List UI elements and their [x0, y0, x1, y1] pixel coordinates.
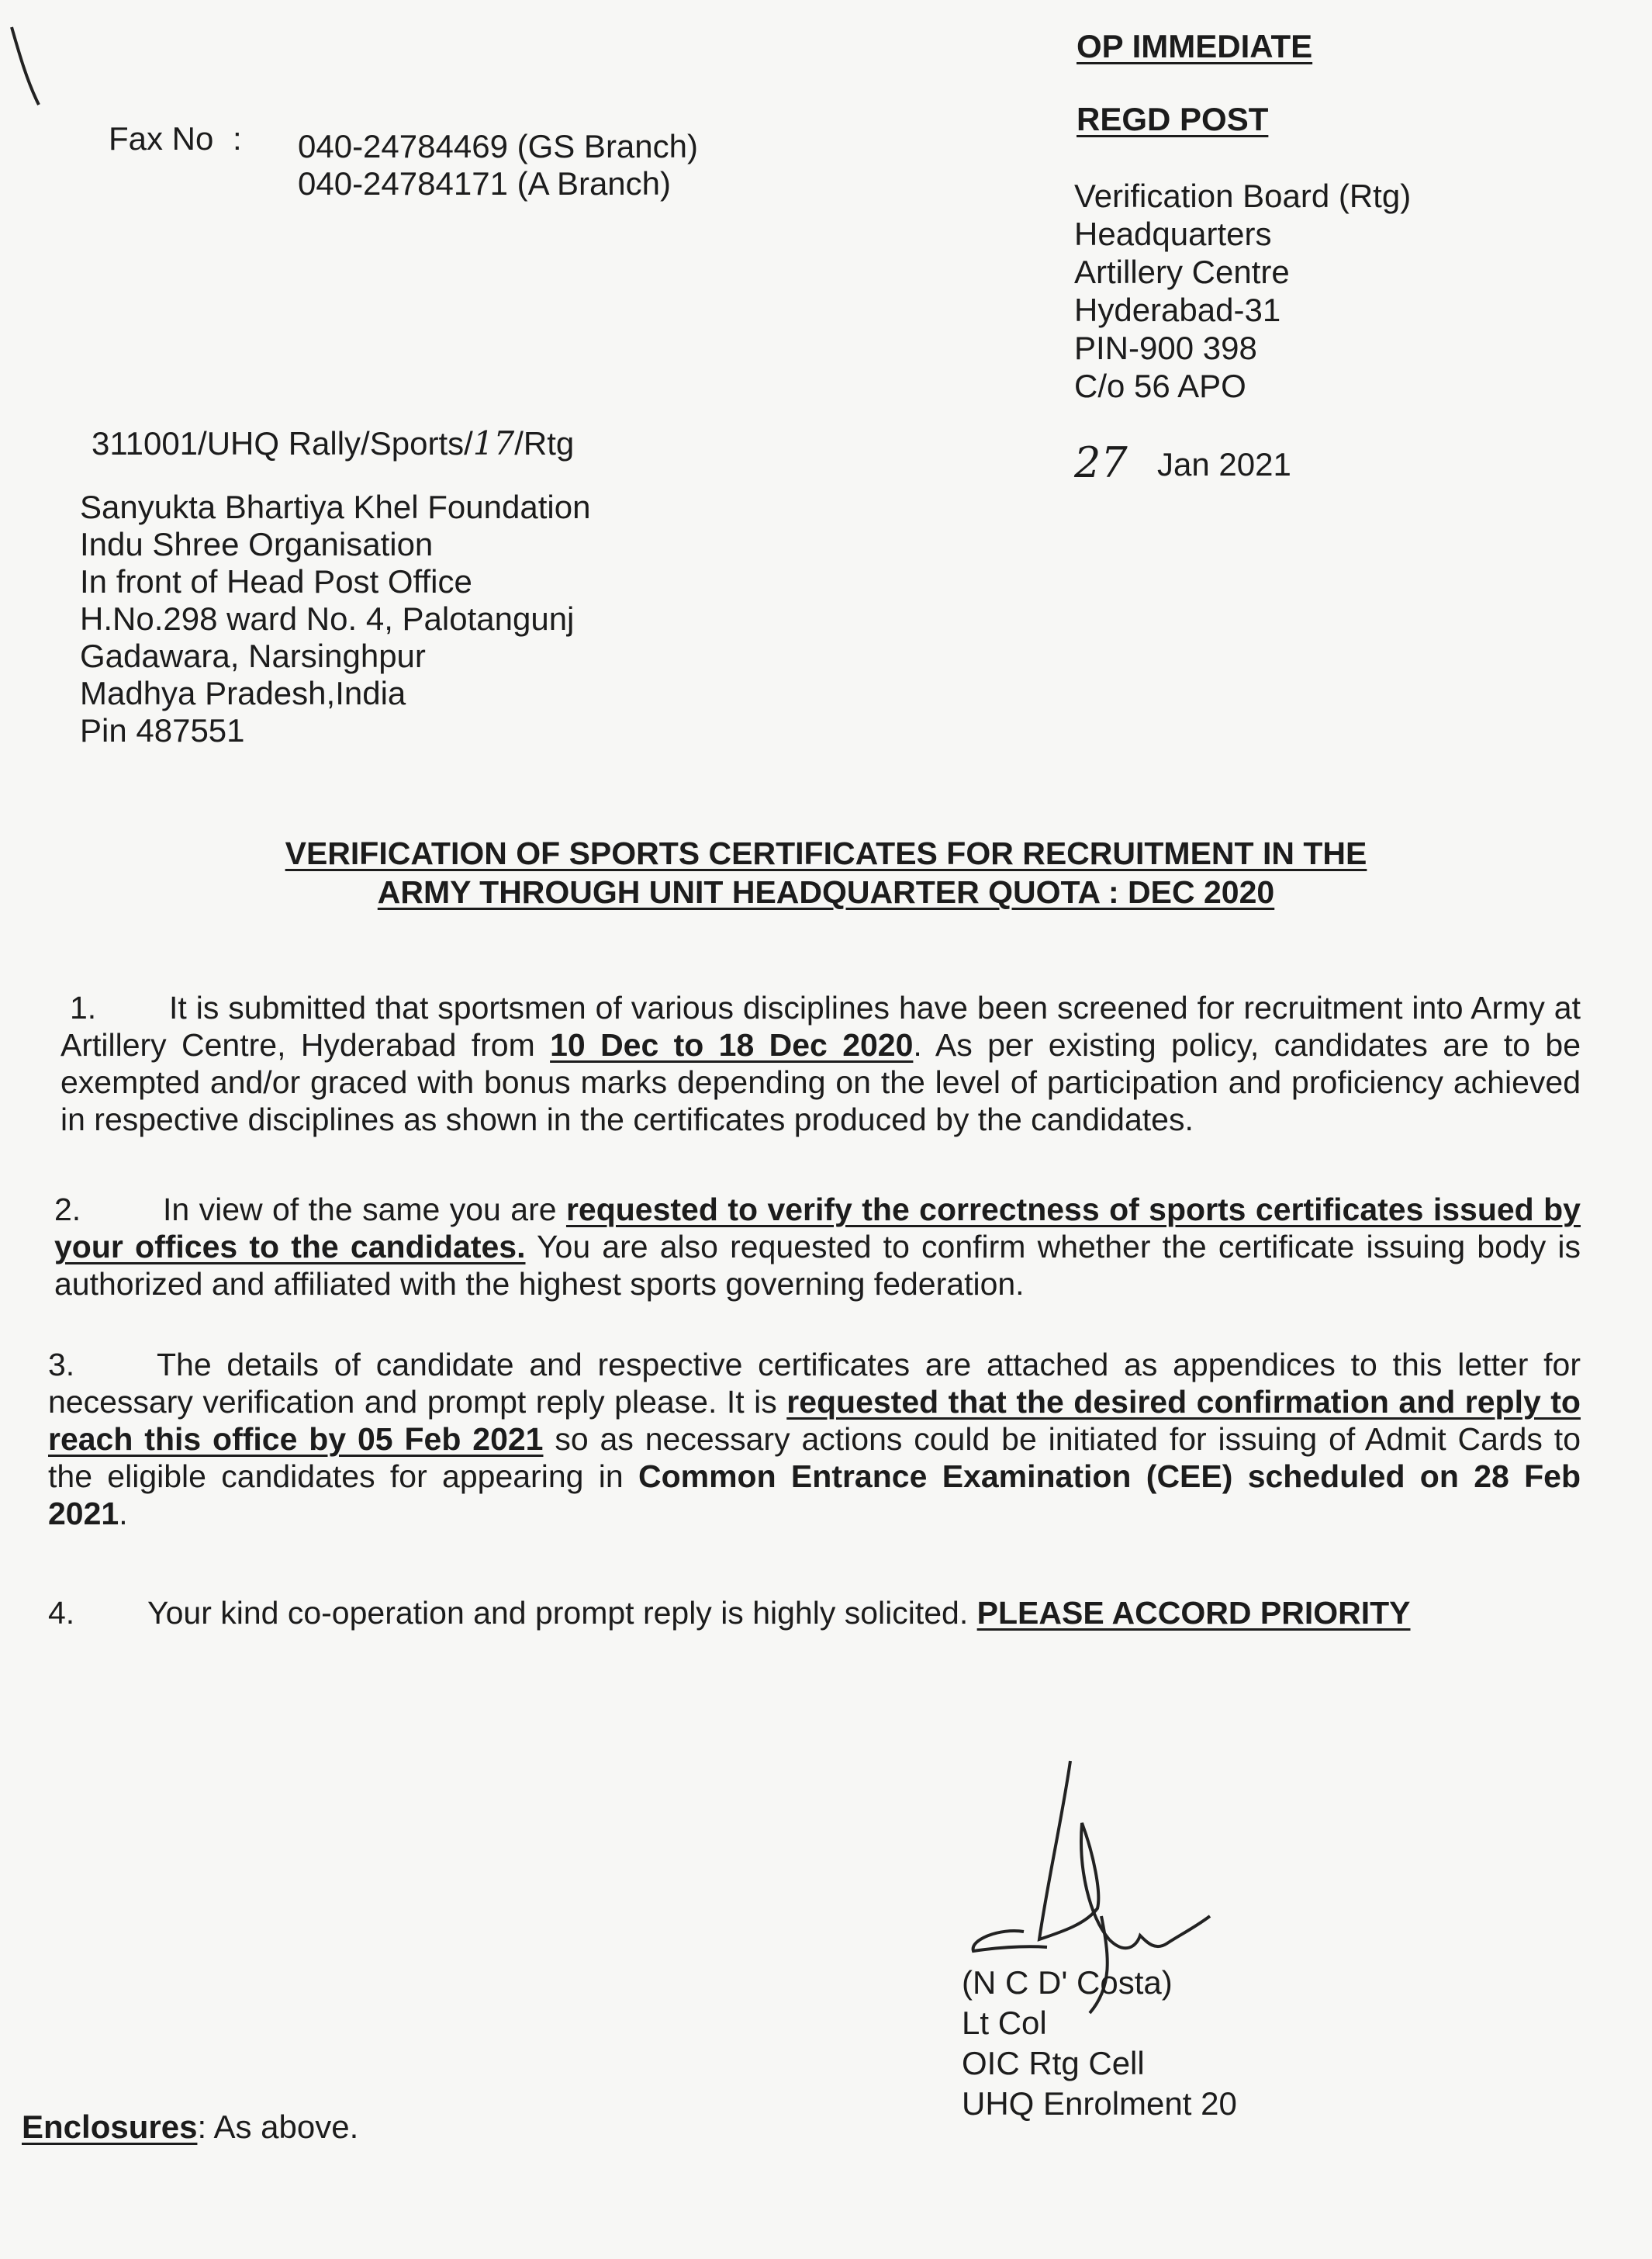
fax-line-a: 040-24784171 (A Branch)	[298, 165, 672, 202]
fax-numbers	[298, 128, 698, 202]
paragraph-1	[60, 989, 1581, 1138]
recipient-line: In front of Head Post Office	[80, 563, 472, 600]
sender-address	[1074, 177, 1411, 405]
paragraph-text: In view of the same you are	[163, 1192, 566, 1227]
paragraph-number: 2.	[54, 1192, 81, 1227]
paragraph-text: . As per existing policy, candidates are to be exempted and/or graced with bonus marks depending on the level of participation and proficiency achieved in respective disciplines as shown in the certificates produced by the candidates.	[60, 1027, 1581, 1137]
date-day-handwritten: 27	[1074, 438, 1128, 487]
paragraph-3	[48, 1346, 1581, 1532]
paragraph-4	[48, 1594, 1581, 1631]
paragraph-text: The details of candidate and respective certificates are attached as appendices to this letter for necessary verification and prompt reply please. It is	[48, 1347, 1581, 1420]
reference-prefix: 311001/UHQ Rally/Sports/	[92, 425, 473, 462]
pen-stroke-mark	[8, 23, 54, 116]
verification-request: requested to verify the correctness of sports certificates issued by your offices to the candidates.	[54, 1192, 1581, 1264]
recipient-line: H.No.298 ward No. 4, Palotangunj	[80, 600, 575, 637]
fax-separator: :	[233, 120, 242, 157]
fax-line-gs: 040-24784469 (GS Branch)	[298, 128, 698, 164]
signatory-unit: UHQ Enrolment 20	[962, 2085, 1237, 2122]
paragraph-text: so as necessary actions could be initiated for issuing of Admit Cards to the eligible candidates for appearing in	[48, 1421, 1581, 1494]
signatory-name: (N C D' Costa)	[962, 1964, 1173, 2001]
paragraph-number: 4.	[48, 1595, 75, 1631]
paragraph-text: It is submitted that sportsmen of various disciplines have been screened for recruitment into Army at Artillery Centre, Hyderabad from	[60, 990, 1581, 1063]
signature-block	[962, 1963, 1237, 2124]
paragraph-number: 3.	[48, 1347, 75, 1382]
sender-line: PIN-900 398	[1074, 330, 1257, 366]
reference-handwritten: 17	[472, 424, 515, 462]
paragraph-text: You are also requested to confirm whether the certificate issuing body is authorized and affiliated with the highest sports governing federation.	[54, 1229, 1581, 1302]
sender-line: Verification Board (Rtg)	[1074, 178, 1412, 214]
recipient-line: Sanyukta Bhartiya Khel Foundation	[80, 489, 591, 525]
sender-line: Headquarters	[1074, 216, 1272, 252]
screening-dates: 10 Dec to 18 Dec 2020	[550, 1027, 914, 1063]
enclosures-text: : As above.	[197, 2109, 359, 2145]
fax-label: Fax No	[109, 120, 214, 157]
paragraph-number: 1.	[70, 990, 97, 1026]
paragraph-2	[54, 1191, 1581, 1302]
recipient-line: Indu Shree Organisation	[80, 526, 434, 562]
enclosures-label: Enclosures	[22, 2109, 198, 2145]
paragraph-text: .	[119, 1496, 128, 1531]
sender-line: Artillery Centre	[1074, 254, 1290, 290]
exam-schedule: Common Entrance Examination (CEE) scheduled on 28 Feb 2021	[48, 1458, 1581, 1531]
signatory-rank: Lt Col	[962, 2005, 1047, 2041]
sender-line: Hyderabad-31	[1074, 292, 1281, 328]
reply-deadline: requested that the desired confirmation and reply to reach this office by 05 Feb 2021	[48, 1384, 1581, 1457]
priority-label: OP IMMEDIATE	[1077, 28, 1313, 64]
priority-request: PLEASE ACCORD PRIORITY	[976, 1595, 1411, 1631]
subject-heading	[186, 834, 1466, 912]
date-month-year: Jan 2021	[1157, 446, 1291, 483]
paragraph-text: Your kind co-operation and prompt reply is highly solicited.	[147, 1595, 977, 1631]
recipient-address	[80, 489, 590, 749]
enclosures-note	[22, 2109, 358, 2146]
recipient-line: Gadawara, Narsinghpur	[80, 638, 426, 674]
signatory-appointment: OIC Rtg Cell	[962, 2045, 1145, 2081]
subject-line: VERIFICATION OF SPORTS CERTIFICATES FOR RECRUITMENT IN THE	[285, 835, 1367, 871]
recipient-line: Pin 487551	[80, 712, 245, 749]
post-label: REGD POST	[1077, 101, 1269, 137]
reference-number	[92, 425, 574, 462]
reference-suffix: /Rtg	[514, 425, 575, 462]
subject-line: ARMY THROUGH UNIT HEADQUARTER QUOTA : DEC 2020	[377, 874, 1275, 910]
sender-line: C/o 56 APO	[1074, 368, 1246, 404]
recipient-line: Madhya Pradesh,India	[80, 675, 406, 711]
